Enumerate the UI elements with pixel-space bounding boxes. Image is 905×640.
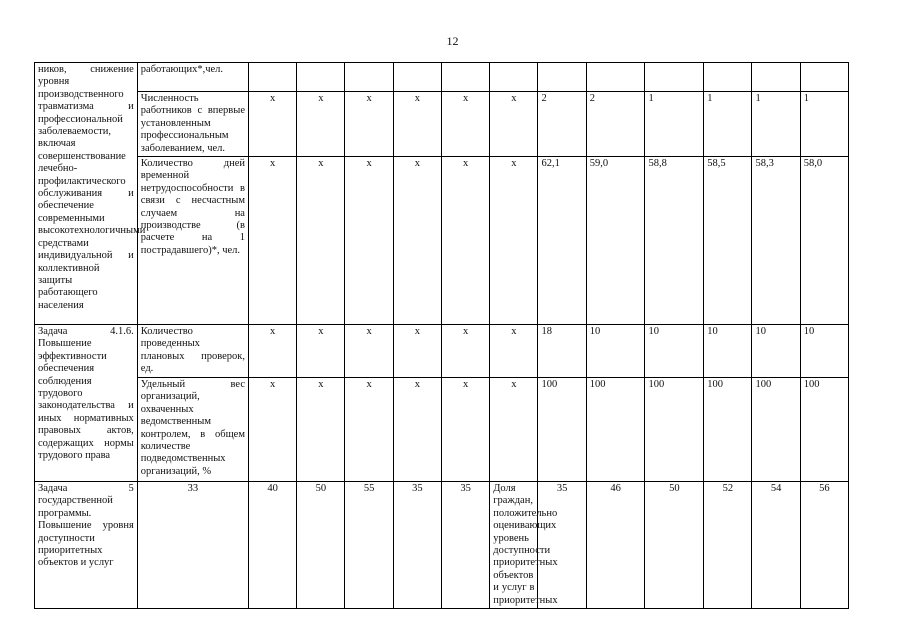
value-cell: х (441, 325, 489, 378)
value-cell: 35 (393, 482, 441, 609)
value-cell: 58,5 (704, 157, 752, 325)
value-cell: х (248, 378, 296, 482)
value-cell (248, 63, 296, 92)
value-cell: 58,8 (645, 157, 704, 325)
value-cell: х (297, 378, 345, 482)
value-cell: 18 (538, 325, 586, 378)
value-cell: х (490, 157, 538, 325)
table-row (35, 92, 849, 157)
value-cell: х (393, 325, 441, 378)
value-cell: х (345, 378, 393, 482)
value-cell (752, 63, 800, 92)
table-row (35, 378, 849, 482)
value-cell: х (393, 157, 441, 325)
value-cell: 100 (538, 378, 586, 482)
value-cell: 50 (297, 482, 345, 609)
value-cell (586, 63, 645, 92)
value-cell: 10 (704, 325, 752, 378)
value-cell: х (345, 325, 393, 378)
task-cell: Задача 5 государственной программы. Повышение уровня доступности приоритетных объектов и услуг (35, 482, 138, 609)
value-cell (297, 63, 345, 92)
page-number: 12 (446, 34, 459, 48)
indicator-cell: Доля граждан, положительно оценивающих уровень доступности приоритетных объектов и услуг в приоритетных (490, 482, 538, 609)
value-cell: х (441, 157, 489, 325)
value-cell: 1 (752, 92, 800, 157)
value-cell: 52 (704, 482, 752, 609)
value-cell: 2 (538, 92, 586, 157)
task-cell: Задача 4.1.6. Повышение эффективности обеспечения соблюдения трудового законодательства и иных нормативных правовых актов, содержащих нормы трудового права (35, 325, 138, 482)
value-cell: х (297, 325, 345, 378)
value-cell: 100 (800, 378, 848, 482)
value-cell: 56 (800, 482, 848, 609)
value-cell: 100 (645, 378, 704, 482)
value-cell: х (248, 92, 296, 157)
value-cell: 54 (752, 482, 800, 609)
value-cell (538, 63, 586, 92)
value-cell (490, 63, 538, 92)
value-cell: х (490, 92, 538, 157)
value-cell: 62,1 (538, 157, 586, 325)
value-cell (393, 63, 441, 92)
value-cell: х (441, 378, 489, 482)
task-cell: ников, снижение уровня производственного травматизма и профессиональной заболеваемости, включая совершенствование лечебно-профилактического обслуживания и обеспечение современными высокотехнологичными средствами индивидуальной и коллективной защиты работающего населения (35, 63, 138, 325)
indicator-cell: Удельный вес организаций, охваченных ведомственным контролем, в общем количестве подведомственных организаций, % (137, 378, 248, 482)
indicators-table (34, 62, 849, 609)
value-cell: 50 (645, 482, 704, 609)
value-cell: 1 (645, 92, 704, 157)
value-cell: 10 (645, 325, 704, 378)
value-cell: 46 (586, 482, 645, 609)
value-cell: х (490, 325, 538, 378)
value-cell: 55 (345, 482, 393, 609)
value-cell: 58,0 (800, 157, 848, 325)
indicator-cell: Количество дней временной нетрудоспособности в связи с несчастным случаем на производстве (в расчете на 1 пострадавшего)*, чел. (137, 157, 248, 325)
value-cell: х (248, 325, 296, 378)
value-cell: х (490, 378, 538, 482)
value-cell: 1 (704, 92, 752, 157)
value-cell (800, 63, 848, 92)
value-cell: х (297, 92, 345, 157)
value-cell: 35 (538, 482, 586, 609)
value-cell: 33 (137, 482, 248, 609)
value-cell: х (345, 92, 393, 157)
indicator-cell: Количество проведенных плановых проверок, ед. (137, 325, 248, 378)
value-cell: х (345, 157, 393, 325)
value-cell: х (393, 378, 441, 482)
value-cell: 10 (586, 325, 645, 378)
indicator-cell: Численность работников с впервые установленным профессиональным заболеванием, чел. (137, 92, 248, 157)
value-cell: 100 (752, 378, 800, 482)
value-cell: 10 (752, 325, 800, 378)
value-cell: 10 (800, 325, 848, 378)
indicator-cell: работающих*,чел. (137, 63, 248, 92)
value-cell: 100 (704, 378, 752, 482)
value-cell: 35 (441, 482, 489, 609)
table-row (35, 482, 849, 609)
table-row (35, 157, 849, 325)
value-cell: х (297, 157, 345, 325)
value-cell (345, 63, 393, 92)
value-cell: 1 (800, 92, 848, 157)
value-cell: 59,0 (586, 157, 645, 325)
value-cell: 40 (248, 482, 296, 609)
table-row (35, 63, 849, 92)
value-cell: х (441, 92, 489, 157)
table-row (35, 325, 849, 378)
value-cell (441, 63, 489, 92)
value-cell: 2 (586, 92, 645, 157)
value-cell: 58,3 (752, 157, 800, 325)
value-cell: 100 (586, 378, 645, 482)
value-cell (645, 63, 704, 92)
value-cell (704, 63, 752, 92)
value-cell: х (248, 157, 296, 325)
value-cell: х (393, 92, 441, 157)
